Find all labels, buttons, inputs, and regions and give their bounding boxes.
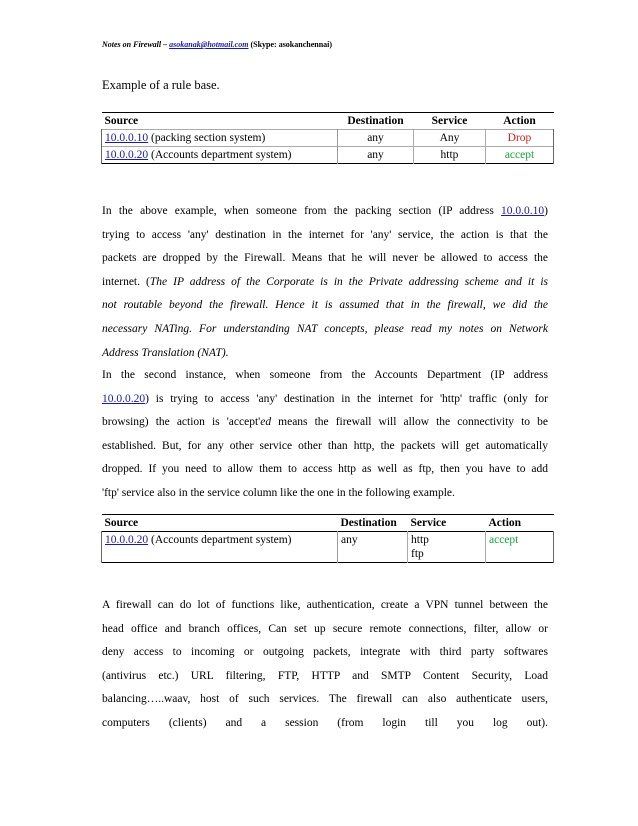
cell-action-accept: accept xyxy=(486,532,554,563)
p1-line-6: necessary NATing. For understanding NAT concepts, please read my notes on Network xyxy=(102,322,548,335)
col-header-destination: Destination xyxy=(340,517,397,529)
source-desc: (Accounts department system) xyxy=(148,149,292,161)
p3-line-1: A firewall can do lot of functions like, authentication, create a VPN tunnel between the xyxy=(102,599,548,611)
table-header-row xyxy=(102,113,554,130)
p2-line-4: established. But, for any other service other than http, the packets will get automatically xyxy=(102,439,548,452)
section-heading: Example of a rule base. xyxy=(102,78,220,92)
p1-line-3: packets are dropped by the Firewall. Means that he will never be allowed to access the xyxy=(102,252,548,265)
header-skype: (Skype: asokanchennai) xyxy=(248,40,333,49)
p1-line-1 xyxy=(102,200,548,224)
page-header xyxy=(102,40,332,49)
p1-line-4 xyxy=(102,271,548,295)
p2-line-3 xyxy=(102,411,548,435)
text: means the firewall will allow the connectivity to be xyxy=(271,416,548,429)
col-header-source: Source xyxy=(104,517,139,529)
cell-source xyxy=(102,532,338,563)
paragraph-2 xyxy=(102,364,548,506)
service-http: http xyxy=(411,534,429,546)
cell-source xyxy=(102,147,338,164)
text: internet. ( xyxy=(102,275,150,288)
p3-line-3: deny access to incoming or outgoing packets, integrate with third party softwares xyxy=(102,646,548,659)
cell-destination: any xyxy=(338,147,414,164)
p2-line-5: dropped. If you need to allow them to access http as well as ftp, then you have to add xyxy=(102,463,548,476)
text: browsing) the action is 'accept' xyxy=(102,416,261,429)
p3-line-2: head office and branch offices, Can set up secure remote connections, filter, allow or xyxy=(102,622,548,635)
ip-link[interactable]: 10.0.0.10 xyxy=(105,132,149,144)
p1-line-5: not routable beyond the firewall. Hence it is assumed that in the firewall, we did the xyxy=(102,299,548,312)
email-link[interactable]: asokanak@hotmail.com xyxy=(169,40,249,49)
italic-text: ed xyxy=(260,416,272,429)
table-row xyxy=(102,130,554,147)
p2-line-1: In the second instance, when someone from the Accounts Department (IP address xyxy=(102,369,548,381)
italic-text: The IP address of the Corporate is in the Private addressing scheme and it is xyxy=(149,275,549,288)
ip-link[interactable]: 10.0.0.20 xyxy=(105,534,149,546)
ip-link[interactable]: 10.0.0.20 xyxy=(105,149,149,161)
cell-service: http xyxy=(414,147,486,164)
p2-line-6: 'ftp' service also in the service column like the one in the following example. xyxy=(102,486,455,499)
paragraph-1 xyxy=(102,200,548,365)
source-desc: (Accounts department system) xyxy=(148,534,292,546)
p3-line-5: balancing…..waav, host of such services. The firewall can also authenticate users, xyxy=(102,693,548,706)
cell-action-accept: accept xyxy=(486,147,554,164)
cell-action-drop: Drop xyxy=(486,130,554,147)
table-row xyxy=(102,532,554,563)
cell-service: Any xyxy=(414,130,486,147)
p1-line-2: trying to access 'any' destination in the internet for 'any' service, the action is that the xyxy=(102,228,548,241)
header-prefix: Notes on Firewall – xyxy=(102,40,170,49)
col-header-service: Service xyxy=(431,115,468,127)
text: ) is trying to access 'any' destination in the internet for 'http' traffic (only for xyxy=(145,392,548,405)
text: In the above example, when someone from the packing section (IP address xyxy=(102,205,502,217)
table-header-row xyxy=(102,515,554,532)
source-desc: (packing section system) xyxy=(148,132,266,144)
cell-service xyxy=(408,532,486,563)
col-header-destination: Destination xyxy=(347,115,404,127)
col-header-source: Source xyxy=(104,115,139,127)
p2-line-2 xyxy=(102,388,548,412)
p1-line-7: Address Translation (NAT). xyxy=(102,346,229,359)
rule-base-table-2 xyxy=(101,514,554,563)
cell-source xyxy=(102,130,338,147)
service-ftp: ftp xyxy=(411,548,424,560)
ip-link[interactable]: 10.0.0.20 xyxy=(102,392,146,405)
table-row xyxy=(102,147,554,164)
text: ) xyxy=(544,205,548,217)
cell-destination: any xyxy=(338,130,414,147)
p3-line-4: (antivirus etc.) URL filtering, FTP, HTTP and SMTP Content Security, Load xyxy=(102,669,548,682)
p3-line-6: computers (clients) and a session (from login till you log out). xyxy=(102,716,548,729)
col-header-action: Action xyxy=(503,115,536,127)
col-header-action: Action xyxy=(488,517,522,529)
rule-base-table-1 xyxy=(101,112,554,164)
cell-destination: any xyxy=(338,532,408,563)
col-header-service: Service xyxy=(410,517,447,529)
paragraph-3 xyxy=(102,594,548,736)
ip-link[interactable]: 10.0.0.10 xyxy=(501,205,545,217)
